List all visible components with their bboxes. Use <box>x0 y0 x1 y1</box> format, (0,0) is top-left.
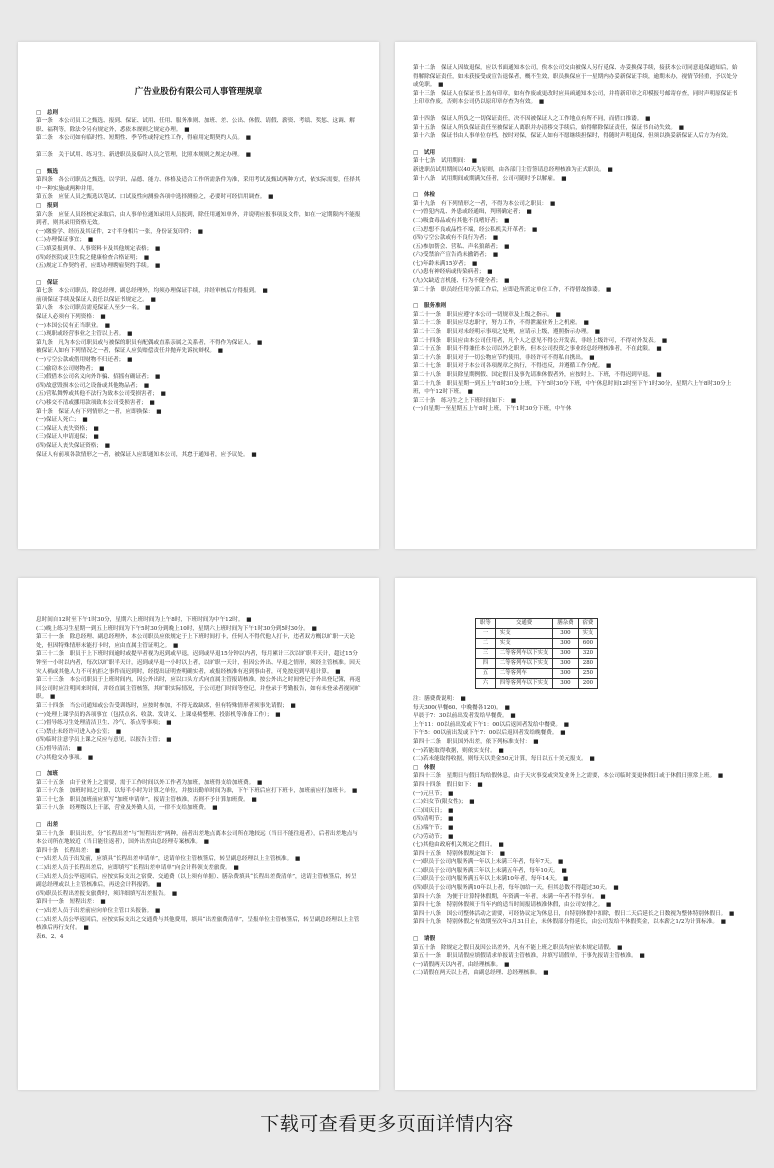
paragraph-gap <box>36 813 361 821</box>
paragraph: (四)保证人丧失保证资格； ■ <box>36 442 110 449</box>
document-page-4 <box>395 578 756 1090</box>
fee-table-header: 职等 <box>476 619 496 629</box>
more-pages-caption: 下载可查看更多页面详情内容 <box>260 1113 514 1135</box>
paragraph-gap <box>413 294 738 302</box>
paragraph: 第二条 本公司如有临时性、短期性、季节性或特定性工作，得雇用定期契约人员。 ■ <box>36 135 252 142</box>
fee-table-cell: 实支 <box>495 629 553 639</box>
fee-table-cell: 二等客列车以下实支 <box>495 649 553 659</box>
paragraph: (六)移交不清或挪用款项致本公司受损害者； ■ <box>36 400 155 406</box>
fee-table-cell: 320 <box>578 649 598 659</box>
paragraph: 第一条 本公司员工之甄选、报到、保证、试用、任用、服务准则、加班、差、公出、休假、请假、薪资、考绩、奖惩、这调、解职、福利等，除法令另有规定外，悉依本规则之规定办理。 ■ <box>36 118 355 133</box>
fee-table-row <box>476 669 598 679</box>
paragraph: 第三十九条 职员出差，分“长程出差”与“短程出差”两种，前者出差地点离本公司所在地较远（当日不能往返者），后者出差地点与本公司所在地较近（当日能往返者），国外出差由总经理专案核准。 ■ <box>36 830 358 846</box>
paragraph: 第四十一条 短程出差： ■ <box>36 899 106 906</box>
paragraph: (六)劳动节； ■ <box>413 833 454 840</box>
travel-fee-table <box>475 618 598 689</box>
paragraph: 注：膳费费说明： ■ <box>413 696 466 702</box>
fee-table-row <box>476 629 598 639</box>
paragraph: (四)清明节； ■ <box>413 816 454 823</box>
paragraph: 第十条 保证人有下列情形之一者，应即换保： ■ <box>36 408 162 415</box>
paragraph: (二)晚上练习生星期一到五上班时间为下午5时30分到晚上10时，星期六上班时间为下午1时30分到5时30分。 ■ <box>36 625 317 632</box>
paragraph: (二)办理保证事宜； ■ <box>36 237 94 244</box>
paragraph: (三)禁止未经许可进入办公室； ■ <box>36 728 122 735</box>
paragraph: (二)保证人丧失资格； ■ <box>36 425 99 432</box>
paragraph: 第二十七条 职员对于本公司各项规章之执行，不得违反，并遵循工作分配。 ■ <box>413 363 612 370</box>
paragraph: (三)国庆日； ■ <box>413 807 454 814</box>
paragraph: (一)出差人员于出发前，应填具“长程出差申请单”，送请单位主管核签后，转呈副总经理以上主管核准。 ■ <box>36 856 301 863</box>
paragraph: 下午5：00以前出发或下午7：00以后返回者发给晚餐费。 ■ <box>413 730 566 737</box>
fee-table-cell: 二等客列车 <box>495 669 553 679</box>
paragraph: 第三十条 练习生之上下班时间如下： ■ <box>413 397 517 404</box>
paragraph: (一)若能取得收据，则依实支付。 ■ <box>413 747 504 754</box>
paragraph: (一)自星期一至星期五上午8时上班，下午1时30分下班，中午休 <box>413 406 572 413</box>
paragraph: 第四十三条 星期日与假日均给假休息，由于天灾事变或突发业务上之需要，本公司临时变更休假日或于休假日照常上班。 ■ <box>413 773 724 780</box>
paragraph: (三)出差人员公毕返回后，应按实际支出之宿费、交通费（以上须有单据）、膳杂费填具“长程出差费清单”，送请主管核签后，转呈副总经理或以上主管核准后，再送会计科报销。 ■ <box>36 873 357 889</box>
fee-table-cell: 300 <box>553 639 578 649</box>
paragraph-gap <box>413 927 738 935</box>
fee-table-cell: 实支 <box>495 639 553 649</box>
paragraph: (五)端午节； ■ <box>413 824 454 831</box>
fee-table-cell: 300 <box>553 679 578 689</box>
paragraph: 第二十二条 职员应尽忠职守，努力工作，不得泄漏业务上之机密。 ■ <box>413 320 589 327</box>
fee-table-cell: 300 <box>553 659 578 669</box>
page-3-body <box>36 616 361 941</box>
paragraph: 第三十七条 职员加班前应填写“加班申请单”，报请主管核准，否则不予计算加班费。 ■ <box>36 796 257 803</box>
section-heading: □ 总则 <box>36 109 59 116</box>
paragraph: (一)本国公民有正当职业。 ■ <box>36 322 110 329</box>
paragraph: 被保证人如有下列情况之一者，保证人应负赔偿责任并抛弃先诉抗辩权。 ■ <box>36 348 224 355</box>
paragraph: 第三十二条 职员于上下班时间逾时或提早者视为迟到或早退，迟到或早退15分钟以内者，每月累计三次以旷职半天计，超过15分钟至一小时以内者，每次以旷职半天计，迟到或早退一小时以上者，以旷职一天计，但因公外出、早退之情形，须经主管核准。因天灾人祸或其他人力不可抗拒之事件而迟到时，经提出证明查明确实者，或报经核准有迟到事由者，可免按迟到早退计算。 ■ <box>36 651 361 675</box>
paragraph: (二)请假在两天以上者，由副总经理、总经理核准。 ■ <box>413 970 549 977</box>
paragraph: 第二十条 职员经任用分派工作后，应即赴所派定单位工作，不得借故推诿。 ■ <box>413 286 612 293</box>
paragraph: 每天300(早餐60、中晚餐各120)。 ■ <box>413 704 510 711</box>
fee-table-cell: 四 <box>476 659 496 669</box>
section-heading: □ 请假 <box>413 936 436 943</box>
paragraph: 前项保证手续及保证人责任以保证书规定之。 ■ <box>36 296 156 303</box>
paragraph: 早晨于7：30以前出发者发给早餐费。 ■ <box>413 713 516 720</box>
paragraph: 第四条 各公司职员之甄选，以学识、品德、能力、体格及适合工作所需条件为准，采用考试及甄试两种方式，依实际需要，任择其中一种实施或两种并用。 <box>36 177 361 192</box>
paragraph: 上午11：00以前出发或下午1：00以后返回者发给中餐费。 ■ <box>413 721 570 728</box>
paragraph: 第二十八条 职员除星期例假、国定假日及事先请准休假者外，应按时上、下班，不得迟到早退。 ■ <box>413 372 662 378</box>
paragraph: 新进职员试用期间以40天为原则，由各部门主管签请总经理核准为正式职员。 ■ <box>413 166 613 173</box>
paragraph: (一)处理上课学员的各项事宜（包括点名、收款、发讲义、上课桌椅整理、投影机等准备工作）； ■ <box>36 711 281 718</box>
paragraph: 第五十条 除规定之假日及因公出差外，凡有不能上班之职员均应依本规定请假。 ■ <box>413 944 623 951</box>
paragraph: (一)保证人死亡； ■ <box>36 417 88 424</box>
fee-table-cell: 四等客列车以下实支 <box>495 679 553 689</box>
fee-table-cell: 三 <box>476 649 496 659</box>
paragraph: (二)吸食毒品或有其他不良嗜好者； ■ <box>413 217 510 224</box>
paragraph: 第十六条 保证书由人事单位存档，按时对保，保证人如有不愿继续担保时，得随时声明退保，但须以换妥新保证人后方为有效。 <box>413 133 732 140</box>
fee-table-cell: 二 <box>476 639 496 649</box>
fee-table-cell: 二等客列车以下实支 <box>495 659 553 669</box>
fee-table-header: 宿费 <box>578 619 598 629</box>
paragraph: 保证人必须有下列资格： ■ <box>36 314 106 321</box>
paragraph: 息时间自12时至下午1时30分，星期六上班时间为上午8时，下班时间为中午12时。 ■ <box>36 617 252 623</box>
paragraph: 第三十六条 加班时间之计算，以每半小时为计算之单位，并按出勤单时间为准，下午下班后应打下班卡，加班前应打加班卡。 ■ <box>36 788 358 795</box>
paragraph: (一)职员于公司内服务满一年以上未满三年者，每年7天。 ■ <box>413 859 564 866</box>
paragraph-gap <box>413 107 738 115</box>
paragraph: 第二十四条 职员应由本公司任用者，凡个人之意见不得公开发表，非经上级许可，不得对外发表。 ■ <box>413 337 668 344</box>
fee-table-cell: 200 <box>578 679 598 689</box>
paragraph: 第四十六条 为便于计算特休假期，年资满一年者，未满一年者不得享有。 ■ <box>413 893 606 900</box>
paragraph: (二)督导练习生处理清洁卫生、冷气、茶点等事项； ■ <box>36 720 172 727</box>
fee-table-cell: 300 <box>553 629 578 639</box>
paragraph: (一)缴验学、经历及其证件，2寸半身相片一张，身份证复印件； ■ <box>36 228 204 235</box>
paragraph: (七)年龄未满15岁者； ■ <box>413 260 478 267</box>
paragraph: (二)偷窃本公司财物者； ■ <box>36 365 105 372</box>
paragraph: (九)欠缺适言机能、行为不健全者； ■ <box>413 278 510 285</box>
fee-table-row <box>476 639 598 649</box>
fee-table-cell: 六 <box>476 679 496 689</box>
fee-table-header: 交通费 <box>495 619 553 629</box>
paragraph: (八)患有神经病或传染病者； ■ <box>413 269 493 276</box>
fee-table-cell: 五 <box>476 669 496 679</box>
paragraph: (一)出差人员于出差前应向单位主管口头报备。 ■ <box>36 908 161 914</box>
section-heading: □ 保证 <box>36 279 59 286</box>
paragraph: 第四十七条 特别休假须于当年内的适当时间报请核准休假，由公司安排之。 ■ <box>413 902 612 909</box>
fee-table-cell: 实支 <box>578 629 598 639</box>
paragraph: (七)其他由政府机关规定之假日。 ■ <box>413 842 504 849</box>
paragraph: (二)若未能取得收据，则每天以美金50元计算，每日以五十美元报支。 ■ <box>413 756 595 763</box>
paragraph: 第八条 本公司职员需觅保证人至少一名。 ■ <box>36 305 151 312</box>
fee-table-header: 膳杂费 <box>553 619 578 629</box>
paragraph-gap <box>36 143 361 151</box>
paragraph: (六)其他交办事项。 ■ <box>36 754 94 761</box>
fee-table-cell: 一 <box>476 629 496 639</box>
paragraph: (四)亏空公款或有不良行为者； ■ <box>413 235 499 242</box>
paragraph: 第三十五条 由于业务上之需要，需于工作时间以外工作者为加班，加班得支给加班费。 ■ <box>36 779 263 786</box>
fee-table-header-row <box>476 619 598 629</box>
paragraph: 第六条 应征人员经核定录取后，由人事单位通知录用人员报到，除任用通知单外，并说明应报事项及文件，如在一定期限内不能报到者，则其录用资格无效。 <box>36 211 361 227</box>
paragraph-gap <box>36 160 361 168</box>
fee-table-cell: 600 <box>578 639 598 649</box>
paragraph: (一)亏空公款或借用财物不归还者； ■ <box>36 357 133 364</box>
paragraph: (四)临时注意学员上课之反应与意见，以报告主管； ■ <box>36 737 172 744</box>
paragraph: (三)填妥报到单、人事资料卡及其他规定表格； ■ <box>36 245 161 252</box>
paragraph: (五)参加帮会、营私、声名狼藉者； ■ <box>413 243 510 250</box>
paragraph: 第三十八条 经理级以上干部，营业及外勤人员，一律不支给加班费。 ■ <box>36 805 218 812</box>
paragraph: 第十四条 保证人所负之一切保证责任，决不因被保证人之工作地点有所不同，而借口推诿。 ■ <box>413 115 651 122</box>
paragraph: (一)曾犯内乱、外患或经通缉，判刑确定者； ■ <box>413 209 532 216</box>
section-heading: □ 休假 <box>413 764 436 771</box>
paragraph: 第十五条 保证人所负保证责任至被保证人离职并办清移交手续后，始得解除保证责任，保证书自动失效。 ■ <box>413 124 684 131</box>
document-page-1 <box>18 42 379 549</box>
paragraph: 第四十五条 特别休假规定如下： ■ <box>413 850 505 857</box>
paragraph: 第二十五条 职员不得兼任本公司以外之职务，但本公司投资之事业经总经理核准者，不在此限。 ■ <box>413 346 662 353</box>
paragraph: 第二十三条 职员对未经明示事项之处理，应请示上级，遵照指示办理。 ■ <box>413 329 601 336</box>
paragraph: (五)营私舞弊或其他不法行为致本公司受损害者； ■ <box>36 391 166 398</box>
paragraph: (一)请假两天以内者，由经理核准。 ■ <box>413 961 510 968</box>
paragraph: 保证人有前项各款情形之一者，被保证人应即通知本公司，其怠于通知者，应予议处。 ■ <box>36 451 257 458</box>
fee-table-cell: 250 <box>578 669 598 679</box>
fee-table-row <box>476 659 598 669</box>
paragraph: 第三十三条 本公司职员于上班时间内，因公外出时，应以口头方式向直属主管报请核准，按公外出之时间登记于外出登记簿，再返回公司时应注明回来时间，并经直属主管核签，其旷职实际情况，于公司进门时间等登记，并登录于考勤报告，如有未登录者视同旷职。 ■ <box>36 677 361 701</box>
section-heading: □ 甄选 <box>36 168 59 175</box>
paragraph: (五)督导清洁； ■ <box>36 745 83 752</box>
paragraph: 第五十一条 职员请假应填假请求单报请主管核准，并填写请假单，于事先报请主管核准。 ■ <box>413 953 645 960</box>
paragraph-gap <box>36 762 361 770</box>
paragraph-gap <box>36 271 361 279</box>
paragraph: 第三十一条 除总经理、副总经理外，本公司职员应依规定于上下班时间打卡，任何人不得代他人打卡，违者双方概以旷职一天论处，但因特殊情形未能打卡时，应由直属主管证明之。 ■ <box>36 634 355 649</box>
paragraph: 第五条 应征人员之甄选以笔试、口试及性向测验各项中选择测验之，必要时可经信用调查。 ■ <box>36 194 274 201</box>
paragraph: 第十九条 有下列情形之一者，不得为本公司之职员： ■ <box>413 200 556 207</box>
paragraph: (六)受禁治产宣告尚未撤销者； ■ <box>413 252 499 259</box>
paragraph: (三)假借本公司名义向外诈骗、招摇有确证者； ■ <box>36 374 161 381</box>
section-heading: □ 试用 <box>413 149 436 156</box>
paragraph: (五)规定工作契约者，应即办理聘雇契约手续。 ■ <box>36 263 161 270</box>
paragraph: (二)出差人员公毕返回后，应按实际支出之交通费与其他费用，填具“出差旅费清单”，呈报单位主管核签后，转呈副总经理以上主管核准后再行支付。 ■ <box>36 916 360 932</box>
paragraph: 第二十六条 职员对于一切公物应节约使用，非经许可不得私自携出。 ■ <box>413 354 595 361</box>
section-heading: □ 报到 <box>36 202 59 209</box>
paragraph: 第十七条 试用期间： ■ <box>413 158 478 165</box>
paragraph: 第四十四条 假日如下： ■ <box>413 781 483 788</box>
section-heading: □ 服务准则 <box>413 303 447 310</box>
paragraph: 第十八条 试用期间或期满欠佳者，公司可随时予以解雇。 ■ <box>413 175 567 182</box>
paragraph: (四)职员于公司内服务满10年以上者，每年加给一天，但其总数不得超过30天。 ■ <box>413 885 619 892</box>
document-page-3 <box>18 578 379 1090</box>
paragraph: (四)故意毁损本公司之设备或其他物品者； ■ <box>36 382 150 389</box>
paragraph: (三)思想不良或品性不端，经公私机关开革者； ■ <box>413 226 538 233</box>
paragraph: 第十二条 保证人因故退保，应以书面通知本公司，俟本公司交由被保人另行觅保、办妥换保手续，接获本公司同意退保通知后，始得解除保证责任，如未获接受或宣告退保者，概不生效，职员换保应于一星期内办妥新保证手续，逾期未办，视情节轻重，予以处分或免职。 ■ <box>413 65 738 89</box>
paragraph: (二)现职或经营事业之主管以上者。 ■ <box>36 331 133 338</box>
section-heading: □ 加班 <box>36 771 59 778</box>
page-4-body <box>413 695 738 978</box>
section-heading: □ 体检 <box>413 192 436 199</box>
paragraph-gap <box>413 183 738 191</box>
paragraph: 第四十条 长程出差： ■ <box>36 847 101 854</box>
paragraph: 第三十四条 当公司通知或公告受训练时，应按时参加，不得无故缺席，但有特殊情形者须事先请假； ■ <box>36 702 296 709</box>
paragraph: 第二十一条 职员应遵守本公司一切规章及上级之指示。 ■ <box>413 311 561 318</box>
fee-table-cell: 280 <box>578 659 598 669</box>
paragraph-gap <box>413 141 738 149</box>
paragraph: 第二十九条 职员星期一到五上午8时30分上班，下午5时30分下班，中午休息时间12时至下午1时30分，星期六上午8时30分上班，中午12时下班。 ■ <box>413 380 732 396</box>
section-heading: □ 出差 <box>36 822 59 829</box>
paragraph: (四)职员长程出差报支旅费时，须详细填写出差报告。 ■ <box>36 890 178 897</box>
paragraph: 第三条 关于试用、练习生、新进职员及临时人员之管理，比照本规则之规定办理。 ■ <box>36 151 252 158</box>
paragraph: (二)妇女节(限女性)； ■ <box>413 799 475 806</box>
document-page-2 <box>395 42 756 549</box>
page-2-body <box>413 64 738 414</box>
paragraph: 第十三条 保证人在保证书上盖有印章，如有作废或更改时应具函通知本公司，并将新印章之印模报号邮寄存查，同时声明原保证书上印章作废，否则本公司仍以原印章存查为有效。 ■ <box>413 90 738 106</box>
paragraph: 第七条 本公司职员，除总经理、副总经理外，均须办理保证手续，并经审核后方得报到。 ■ <box>36 288 268 295</box>
page-1-body <box>36 109 361 460</box>
fee-table-cell: 300 <box>553 669 578 679</box>
paragraph: (三)保证人申请退保； ■ <box>36 434 99 441</box>
fee-table-cell: 300 <box>553 649 578 659</box>
fee-table-row <box>476 649 598 659</box>
fee-table-row <box>476 679 598 689</box>
paragraph: (四)经医院或卫生院之健康检查合格证明； ■ <box>36 254 150 261</box>
document-title: 广告业股份有限公司人事管理规章 <box>134 87 263 97</box>
paragraph: 第四十九条 特别休假之有效期至次年3月31日止，未休假部分得延长，由公司发给不休假奖金，以本薪之1/2为计算标准。 ■ <box>413 919 727 926</box>
paragraph: (二)出差人员于长程出差后，应即填写“长程出差申请单”向会计科领支差旅费。 ■ <box>36 865 239 872</box>
paragraph: 第九条 凡为本公司职员或与被保的职员有配偶或直系亲属之关系者，不得作为保证人。 ■ <box>36 339 263 346</box>
paragraph: (二)职员于公司内服务满三年以上未满五年者，每年10天。 ■ <box>413 867 567 874</box>
paragraph: (三)职员于公司内服务满五年以上未满10年者，每年14天。 ■ <box>413 876 569 883</box>
paragraph: 第四十二条 职员国外出差，依下列标准支付： ■ <box>413 738 539 745</box>
paragraph: 第四十八条 国公司整体活动之需要，可经协议定为休息日，自特别休假中扣除，假日二天后延长之日数视为整体特别休假日。 ■ <box>413 910 735 917</box>
paragraph: (一)元旦节； ■ <box>413 790 454 797</box>
paragraph: 表6、2、4 <box>36 933 64 940</box>
